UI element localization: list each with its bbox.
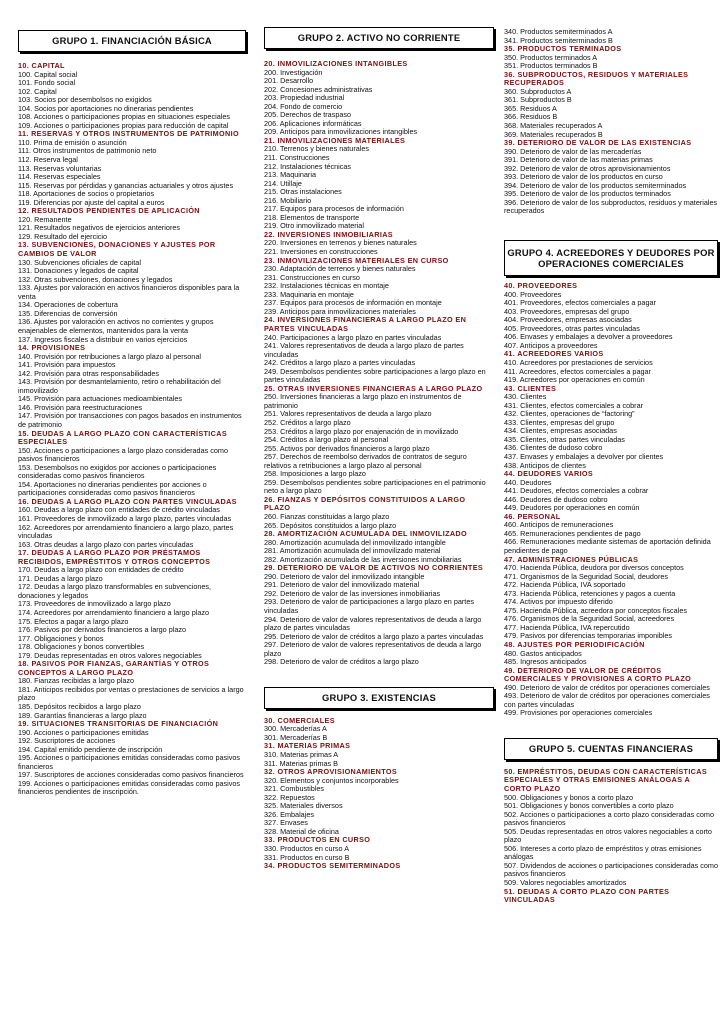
account-group-heading: 48. AJUSTES POR PERIODIFICACIÓN xyxy=(504,640,645,649)
account-entry: 178. Obligaciones y bonos convertibles xyxy=(18,642,145,652)
group-1-accounts xyxy=(18,62,246,797)
account-entry: 134. Operaciones de cobertura xyxy=(18,300,118,310)
account-entry: 401. Proveedores, efectos comerciales a pagar xyxy=(504,298,656,308)
account-entry: 260. Fianzas constituidas a largo plazo xyxy=(264,511,390,521)
account-entry: 239. Anticipos para inmovilizaciones materiales xyxy=(264,306,416,316)
account-entry: 292. Deterioro de valor de las inversiones inmobiliarias xyxy=(264,588,441,598)
account-entry: 493. Deterioro de valor de créditos por operaciones comerciales con partes vinculadas xyxy=(504,691,710,709)
account-entry: 241. Valores representativos de deuda a largo plazo de partes vinculadas xyxy=(264,341,464,359)
account-entry: 440. Deudores xyxy=(504,477,552,487)
account-group-heading: 18. PASIVOS POR FIANZAS, GARANTÍAS Y OTROS CONCEPTOS A LARGO PLAZO xyxy=(18,659,210,677)
account-entry: 195. Acciones o participaciones emitidas consideradas como pasivos financieros xyxy=(18,753,241,771)
account-entry: 330. Productos en curso A xyxy=(264,844,350,854)
account-entry: 233. Maquinaria en montaje xyxy=(264,289,354,299)
account-entry: 154. Aportaciones no dinerarias pendientes por acciones o participaciones consideradas como pasivos financieros xyxy=(18,479,207,498)
account-entry: 214. Utillaje xyxy=(264,178,302,188)
account-entry: 321. Combustibles xyxy=(264,784,325,794)
account-entry: 200. Investigación xyxy=(264,67,323,77)
account-entry: 108. Acciones o participaciones propias en situaciones especiales xyxy=(18,112,230,122)
account-group-heading: 11. RESERVAS Y OTROS INSTRUMENTOS DE PATRIMONIO xyxy=(18,129,239,139)
account-entry: 368. Materiales recuperados A xyxy=(504,121,603,131)
account-entry: 505. Deudas representadas en otros valores negociables a corto plazo xyxy=(504,826,712,845)
account-entry: 174. Acreedores por arrendamiento financiero a largo plazo xyxy=(18,608,210,617)
account-entry: 405. Proveedores, otras partes vinculadas xyxy=(504,323,640,333)
account-entry: 177. Obligaciones y bonos xyxy=(18,633,104,643)
account-entry: 471. Organismos de la Seguridad Social, deudores xyxy=(504,571,669,581)
group-3-accounts xyxy=(264,717,494,871)
account-entry: 475. Hacienda Pública, acreedora por conceptos fiscales xyxy=(504,605,687,615)
account-entry: 194. Capital emitido pendiente de inscripción xyxy=(18,744,163,754)
account-entry: 217. Equipos para procesos de información xyxy=(264,204,404,214)
account-entry: 172. Deudas a largo plazo transformables en subvenciones, donaciones y legados xyxy=(18,582,212,600)
account-entry: 250. Inversiones financieras a largo plazo en instrumentos de patrimonio xyxy=(264,392,462,410)
account-entry: 103. Socios por desembolsos no exigidos xyxy=(18,95,152,105)
account-entry: 179. Deudas representadas en otros valores negociables xyxy=(18,650,202,660)
account-entry: 254. Créditos a largo plazo al personal xyxy=(264,435,389,445)
account-entry: 118. Aportaciones de socios o propietarios xyxy=(18,189,155,199)
account-entry: 325. Materiales diversos xyxy=(264,801,343,811)
account-entry: 341. Productos semiterminados B xyxy=(504,35,613,45)
column-grupo-4-5 xyxy=(504,0,718,905)
account-group-heading: 33. PRODUCTOS EN CURSO xyxy=(264,835,371,845)
account-entry: 290. Deterioro de valor del inmovilizado intangible xyxy=(264,571,425,581)
account-group-heading: 23. INMOVILIZACIONES MATERIALES EN CURSO xyxy=(264,255,449,265)
account-entry: 431. Clientes, efectos comerciales a cobrar xyxy=(504,400,644,410)
account-entry: 350. Productos terminados A xyxy=(504,52,598,62)
group-1-title: GRUPO 1. FINANCIACIÓN BÁSICA xyxy=(52,35,212,47)
account-entry: 255. Activos por derivados financieros a largo plazo xyxy=(264,443,430,453)
column-grupo-2-3 xyxy=(264,0,494,871)
account-entry: 506. Intereses a corto plazo de empréstitos y otras emisiones análogas xyxy=(504,843,702,862)
group-1-title-box xyxy=(18,30,246,52)
account-entry: 252. Créditos a largo plazo xyxy=(264,417,351,427)
account-entry: 171. Deudas a largo plazo xyxy=(18,573,103,583)
account-entry: 192. Suscriptores de acciones xyxy=(18,736,116,746)
account-entry: 153. Desembolsos no exigidos por acciones o participaciones consideradas como pasivos financieros xyxy=(18,462,217,481)
account-entry: 297. Deterioro de valor de valores representativos de deuda a largo plazo xyxy=(264,640,482,658)
column-grupo-1 xyxy=(18,0,246,797)
account-entry: 326. Embalajes xyxy=(264,809,314,819)
account-entry: 115. Reservas por pérdidas y ganancias actuariales y otros ajustes xyxy=(18,180,234,190)
group-2-accounts xyxy=(264,60,494,667)
account-entry: 251. Valores representativos de deuda a largo plazo xyxy=(264,409,432,419)
group-4-title-box xyxy=(504,240,718,276)
account-entry: 280. Amortización acumulada del inmovilizado intangible xyxy=(264,537,446,547)
account-entry: 411. Acreedores, efectos comerciales a pagar xyxy=(504,366,651,376)
account-entry: 340. Productos semiterminados A xyxy=(504,27,613,36)
account-group-heading: 30. COMERCIALES xyxy=(264,715,335,725)
account-entry: 432. Clientes, operaciones de “factoring” xyxy=(504,409,635,419)
account-entry: 120. Remanente xyxy=(18,214,72,224)
account-entry: 205. Derechos de traspaso xyxy=(264,110,352,120)
account-entry: 490. Deterioro de valor de créditos por operaciones comerciales xyxy=(504,682,710,692)
account-group-heading: 21. INMOVILIZACIONES MATERIALES xyxy=(264,135,406,145)
account-entry: 435. Clientes, otras partes vinculadas xyxy=(504,434,625,444)
account-entry: 395. Deterioro de valor de los productos terminados xyxy=(504,189,671,199)
account-entry: 113. Reservas voluntarias xyxy=(18,163,102,173)
account-entry: 112. Reserva legal xyxy=(18,155,78,165)
group-2-title: GRUPO 2. ACTIVO NO CORRIENTE xyxy=(297,32,461,44)
account-entry: 161. Proveedores de inmovilizado a largo plazo, partes vinculadas xyxy=(18,513,232,523)
account-entry: 218. Elementos de transporte xyxy=(264,212,360,222)
account-entry: 438. Anticipos de clientes xyxy=(504,460,586,470)
account-entry: 140. Provisión por retribuciones a largo plazo al personal xyxy=(18,351,201,361)
account-entry: 390. Deterioro de valor de las mercaderías xyxy=(504,146,642,156)
account-entry: 465. Remuneraciones pendientes de pago xyxy=(504,528,641,538)
account-group-heading: 19. SITUACIONES TRANSITORIAS DE FINANCIACIÓN xyxy=(18,719,219,729)
account-entry: 436. Clientes de dudoso cobro xyxy=(504,443,603,453)
account-entry: 365. Residuos A xyxy=(504,103,557,113)
account-group-heading: 39. DETERIORO DE VALOR DE LAS EXISTENCIAS xyxy=(504,138,692,148)
account-entry: 480. Gastos anticipados xyxy=(504,648,582,658)
account-entry: 485. Ingresos anticipados xyxy=(504,657,587,667)
account-group-heading: 41. ACREEDORES VARIOS xyxy=(504,349,604,359)
account-entry: 391. Deterioro de valor de las materias primas xyxy=(504,155,653,165)
account-entry: 449. Deudores por operaciones en común xyxy=(504,503,640,513)
account-entry: 199. Acciones o participaciones emitidas consideradas como pasivos financieros pendientes de inscripción. xyxy=(18,778,241,797)
account-entry: 141. Provisión para impuestos xyxy=(18,360,116,370)
group-4-title: GRUPO 4. ACREEDORES Y DEUDORES POR OPERACIONES COMERCIALES xyxy=(507,246,715,270)
group-5-accounts xyxy=(504,768,718,905)
account-entry: 109. Acciones o participaciones propias para reducción de capital xyxy=(18,120,229,130)
account-entry: 221. Inversiones en construcciones xyxy=(264,247,378,257)
account-entry: 121. Resultados negativos de ejercicios anteriores xyxy=(18,223,181,233)
account-entry: 499. Provisiones por operaciones comerciales xyxy=(504,708,653,718)
account-entry: 104. Socios por aportaciones no dinerarias pendientes xyxy=(18,103,194,113)
account-entry: 407. Anticipos a proveedores xyxy=(504,340,598,350)
account-entry: 361. Subproductos B xyxy=(504,95,572,105)
group-4-accounts xyxy=(504,282,718,718)
account-group-heading: 35. PRODUCTOS TERMINADOS xyxy=(504,44,622,54)
account-entry: 180. Fianzas recibidas a largo plazo xyxy=(18,676,135,686)
account-entry: 327. Envases xyxy=(264,818,308,828)
account-entry: 237. Equipos para procesos de información en montaje xyxy=(264,298,442,308)
account-entry: 366. Residuos B xyxy=(504,112,558,122)
account-group-heading: 22. INVERSIONES INMOBILIARIAS xyxy=(264,229,393,239)
account-group-heading: 49. DETERIORO DE VALOR DE CRÉDITOS COMERCIALES Y PROVISIONES A CORTO PLAZO xyxy=(504,665,692,684)
account-entry: 175. Efectos a pagar a largo plazo xyxy=(18,616,129,626)
account-entry: 136. Ajustes por valoración en activos no corrientes y grupos enajenables de elementos, mantenidos para la venta xyxy=(18,317,214,335)
account-entry: 201. Desarrollo xyxy=(264,76,314,86)
account-entry: 282. Amortización acumulada de las inversiones inmobiliarias xyxy=(264,554,462,564)
account-entry: 394. Deterioro de valor de los productos semiterminados xyxy=(504,180,687,190)
account-entry: 258. Imposiciones a largo plazo xyxy=(264,469,366,479)
account-group-heading: 16. DEUDAS A LARGO PLAZO CON PARTES VINCULADAS xyxy=(18,496,237,506)
group-3-title-box xyxy=(264,687,494,709)
account-group-heading: 26. FIANZAS Y DEPÓSITOS CONSTITUIDOS A LARGO PLAZO xyxy=(264,494,466,513)
account-entry: 202. Concesiones administrativas xyxy=(264,84,373,94)
account-entry: 209. Anticipos para inmovilizaciones intangibles xyxy=(264,127,418,137)
account-entry: 213. Maquinaria xyxy=(264,170,316,180)
account-entry: 129. Resultado del ejercicio xyxy=(18,231,108,241)
group-3-continued-accounts xyxy=(504,28,718,216)
account-entry: 150. Acciones o participaciones a largo plazo consideradas como pasivos financieros xyxy=(18,445,228,464)
account-entry: 197. Suscriptores de acciones consideradas como pasivos financieros xyxy=(18,770,244,780)
account-entry: 216. Mobiliario xyxy=(264,195,312,205)
account-entry: 479. Pasivos por diferencias temporarias imponibles xyxy=(504,631,673,641)
account-group-heading: 31. MATERIAS PRIMAS xyxy=(264,741,351,751)
account-entry: 406. Envases y embalajes a devolver a proveedores xyxy=(504,332,673,342)
group-5-title-box xyxy=(504,738,718,760)
account-group-heading: 43. CLIENTES xyxy=(504,383,557,393)
account-entry: 295. Deterioro de valor de créditos a largo plazo a partes vinculadas xyxy=(264,631,484,641)
account-entry: 146. Provisión para reestructuraciones xyxy=(18,402,143,412)
account-entry: 137. Ingresos fiscales a distribuir en varios ejercicios xyxy=(18,334,188,344)
account-entry: 396. Deterioro de valor de los subproductos, residuos y materiales recuperados xyxy=(504,197,718,216)
account-entry: 311. Materias primas B xyxy=(264,758,339,768)
account-entry: 441. Deudores, efectos comerciales a cobrar xyxy=(504,486,649,496)
account-entry: 477. Hacienda Pública, IVA repercutido xyxy=(504,622,630,632)
account-group-heading: 47. ADMINISTRACIONES PÚBLICAS xyxy=(504,554,639,564)
account-entry: 160. Deudas a largo plazo con entidades de crédito vinculadas xyxy=(18,505,220,515)
account-group-heading: 25. OTRAS INVERSIONES FINANCIERAS A LARGO PLAZO xyxy=(264,383,483,393)
group-2-title-box xyxy=(264,27,494,49)
account-entry: 320. Elementos y conjuntos incorporables xyxy=(264,775,399,785)
account-entry: 476. Organismos de la Seguridad Social, acreedores xyxy=(504,614,675,624)
account-entry: 472. Hacienda Pública, IVA soportado xyxy=(504,580,626,590)
account-entry: 206. Aplicaciones informáticas xyxy=(264,118,362,128)
account-entry: 257. Derechos de reembolso derivados de contratos de seguro relativos a retribuciones a largo plazo al personal xyxy=(264,452,467,470)
account-entry: 135. Diferencias de conversión xyxy=(18,308,118,318)
account-entry: 291. Deterioro de valor del inmovilizado material xyxy=(264,580,420,590)
account-group-heading: 28. AMORTIZACIÓN ACUMULADA DEL INMOVILIZADO xyxy=(264,529,468,539)
account-entry: 403. Proveedores, empresas del grupo xyxy=(504,306,630,316)
account-entry: 393. Deterioro de valor de los productos en curso xyxy=(504,172,663,182)
account-entry: 434. Clientes, empresas asociadas xyxy=(504,426,617,436)
account-entry: 133. Ajustes por valoración en activos financieros disponibles para la venta xyxy=(18,283,240,301)
account-entry: 509. Valores negociables amortizados xyxy=(504,878,627,888)
account-entry: 230. Adaptación de terrenos y bienes naturales xyxy=(264,264,416,274)
account-group-heading: 51. DEUDAS A CORTO PLAZO CON PARTES VINCULADAS xyxy=(504,886,670,905)
account-entry: 163. Otras deudas a largo plazo con partes vinculadas xyxy=(18,539,194,549)
account-entry: 507. Dividendos de acciones o participaciones consideradas como pasivos financieros xyxy=(504,860,719,879)
account-entry: 110. Prima de emisión o asunción xyxy=(18,137,127,147)
account-group-heading: 13. SUBVENCIONES, DONACIONES Y AJUSTES POR CAMBIOS DE VALOR xyxy=(18,240,216,259)
account-entry: 446. Deudores de dudoso cobro xyxy=(504,494,608,504)
account-entry: 240. Participaciones a largo plazo en partes vinculadas xyxy=(264,332,442,342)
account-entry: 293. Deterioro de valor de participaciones a largo plazo en partes vinculadas xyxy=(264,597,474,615)
account-entry: 259. Desembolsos pendientes sobre participaciones en el patrimonio neto a largo plazo xyxy=(264,477,486,496)
account-group-heading: 46. PERSONAL xyxy=(504,511,561,521)
account-group-heading: 14. PROVISIONES xyxy=(18,343,86,353)
account-entry: 176. Pasivos por derivados financieros a largo plazo xyxy=(18,625,187,635)
account-entry: 294. Deterioro de valor de valores representativos de deuda a largo plazo de partes vinculadas xyxy=(264,614,482,633)
account-entry: 253. Créditos a largo plazo por enajenación de in movilizado xyxy=(264,426,459,436)
account-group-heading: 15. DEUDAS A LARGO PLAZO CON CARACTERÍSTICAS ESPECIALES xyxy=(18,428,228,447)
account-entry: 181. Anticipos recibidos por ventas o prestaciones de servicios a largo plazo xyxy=(18,684,244,703)
account-entry: 147. Provisión por transacciones con pagos basados en instrumentos de patrimonio xyxy=(18,411,242,429)
account-entry: 130. Subvenciones oficiales de capital xyxy=(18,257,141,267)
account-entry: 310. Materias primas A xyxy=(264,750,339,760)
account-entry: 400. Proveedores xyxy=(504,289,562,299)
account-entry: 185. Depósitos recibidos a largo plazo xyxy=(18,702,141,712)
account-entry: 460. Anticipos de remuneraciones xyxy=(504,520,614,530)
account-entry: 132. Otras subvenciones, donaciones y legados xyxy=(18,274,173,284)
account-entry: 328. Material de oficina xyxy=(264,826,339,836)
account-group-heading: 12. RESULTADOS PENDIENTES DE APLICACIÓN xyxy=(18,206,200,216)
account-entry: 410. Acreedores por prestaciones de servicios xyxy=(504,357,653,367)
account-entry: 392. Deterioro de valor de otros aprovisionamientos xyxy=(504,163,671,173)
account-entry: 300. Mercaderías A xyxy=(264,724,327,734)
account-entry: 220. Inversiones en terrenos y bienes naturales xyxy=(264,238,417,248)
account-entry: 204. Fondo de comercio xyxy=(264,101,343,111)
account-entry: 242. Créditos a largo plazo a partes vinculadas xyxy=(264,358,416,368)
account-entry: 219. Otro inmovilizado material xyxy=(264,221,364,231)
account-group-heading: 36. SUBPRODUCTOS, RESIDUOS Y MATERIALES RECUPERADOS xyxy=(504,69,689,88)
account-entry: 145. Provisión para actuaciones medioambientales xyxy=(18,394,183,404)
account-group-heading: 34. PRODUCTOS SEMITERMINADOS xyxy=(264,861,401,871)
group-5-title: GRUPO 5. CUENTAS FINANCIERAS xyxy=(528,743,694,755)
account-entry: 430. Clientes xyxy=(504,392,547,402)
account-entry: 210. Terrenos y bienes naturales xyxy=(264,144,370,154)
account-entry: 265. Depósitos constituidos a largo plazo xyxy=(264,520,397,530)
account-entry: 351. Productos terminados B xyxy=(504,61,598,71)
account-group-heading: 20. INMOVILIZACIONES INTANGIBLES xyxy=(264,59,408,68)
account-entry: 231. Construcciones en curso xyxy=(264,272,360,282)
account-group-heading: 50. EMPRÉSTITOS, DEUDAS CON CARACTERÍSTICAS ESPECIALES Y OTRAS EMISIONES ANÁLOGAS A CORTO PLAZO xyxy=(504,766,708,794)
account-group-heading: 44. DEUDORES VARIOS xyxy=(504,469,594,479)
account-entry: 189. Garantías financieras a largo plazo xyxy=(18,710,147,720)
account-entry: 502. Acciones o participaciones a corto plazo consideradas como pasivos financieros xyxy=(504,809,714,828)
account-entry: 301. Mercaderías B xyxy=(264,732,328,742)
account-group-heading: 17. DEUDAS A LARGO PLAZO POR PRÉSTAMOS RECIBIDOS, EMPRÉSTITOS Y OTROS CONCEPTOS xyxy=(18,548,211,566)
account-entry: 162. Acreedores por arrendamiento financiero a largo plazo, partes vinculadas xyxy=(18,522,234,541)
account-entry: 100. Capital social xyxy=(18,69,78,79)
account-entry: 232. Instalaciones técnicas en montaje xyxy=(264,281,389,291)
account-entry: 211. Construcciones xyxy=(264,153,330,163)
account-entry: 298. Deterioro de valor de créditos a largo plazo xyxy=(264,657,419,667)
account-entry: 170. Deudas a largo plazo con entidades de crédito xyxy=(18,565,184,575)
account-entry: 466. Remuneraciones mediante sistemas de aportación definida pendientes de pago xyxy=(504,537,711,555)
account-entry: 360. Subproductos A xyxy=(504,86,572,96)
account-entry: 369. Materiales recuperados B xyxy=(504,129,603,139)
account-entry: 404. Proveedores, empresas asociadas xyxy=(504,315,632,325)
account-entry: 433. Clientes, empresas del grupo xyxy=(504,417,615,427)
account-entry: 419. Acreedores por operaciones en común xyxy=(504,375,645,385)
account-group-heading: 40. PROVEEDORES xyxy=(504,281,578,291)
account-entry: 143. Provisión por desmantelamiento, retiro o rehabilitación del inmovilizado xyxy=(18,377,221,395)
account-group-heading: 10. CAPITAL xyxy=(18,61,65,70)
account-entry: 474. Activos por impuesto diferido xyxy=(504,597,613,607)
account-entry: 215. Otras instalaciones xyxy=(264,187,342,197)
account-entry: 190. Acciones o participaciones emitidas xyxy=(18,727,149,737)
account-entry: 470. Hacienda Pública, deudora por diversos conceptos xyxy=(504,563,684,573)
account-group-heading: 32. OTROS APROVISIONAMIENTOS xyxy=(264,767,398,777)
account-entry: 114. Reservas especiales xyxy=(18,172,101,182)
account-entry: 102. Capital xyxy=(18,86,57,96)
account-entry: 500. Obligaciones y bonos a corto plazo xyxy=(504,792,633,802)
account-entry: 142. Provisión para otras responsabilidades xyxy=(18,368,160,378)
account-entry: 111. Otros instrumentos de patrimonio neto xyxy=(18,146,157,156)
account-entry: 322. Repuestos xyxy=(264,792,315,802)
account-entry: 173. Proveedores de inmovilizado a largo plazo xyxy=(18,599,171,609)
account-entry: 119. Diferencias por ajuste del capital a euros xyxy=(18,197,165,207)
account-entry: 203. Propiedad industrial xyxy=(264,93,345,103)
account-entry: 473. Hacienda Pública, retenciones y pagos a cuenta xyxy=(504,588,676,598)
account-entry: 437. Envases y embalajes a devolver por clientes xyxy=(504,451,664,461)
account-group-heading: 29. DETERIORO DE VALOR DE ACTIVOS NO CORRIENTES xyxy=(264,563,484,573)
account-entry: 131. Donaciones y legados de capital xyxy=(18,266,139,276)
account-entry: 281. Amortización acumulada del inmovilizado material xyxy=(264,546,441,556)
account-entry: 501. Obligaciones y bonos convertibles a corto plazo xyxy=(504,801,674,811)
account-entry: 249. Desembolsos pendientes sobre participaciones a largo plazo en partes vinculadas xyxy=(264,366,486,385)
account-entry: 212. Instalaciones técnicas xyxy=(264,161,352,171)
account-entry: 101. Fondo social xyxy=(18,78,76,88)
account-group-heading: 24. INVERSIONES FINANCIERAS A LARGO PLAZO EN PARTES VINCULADAS xyxy=(264,315,467,333)
group-3-title: GRUPO 3. EXISTENCIAS xyxy=(322,692,436,704)
account-entry: 331. Productos en curso B xyxy=(264,852,350,862)
